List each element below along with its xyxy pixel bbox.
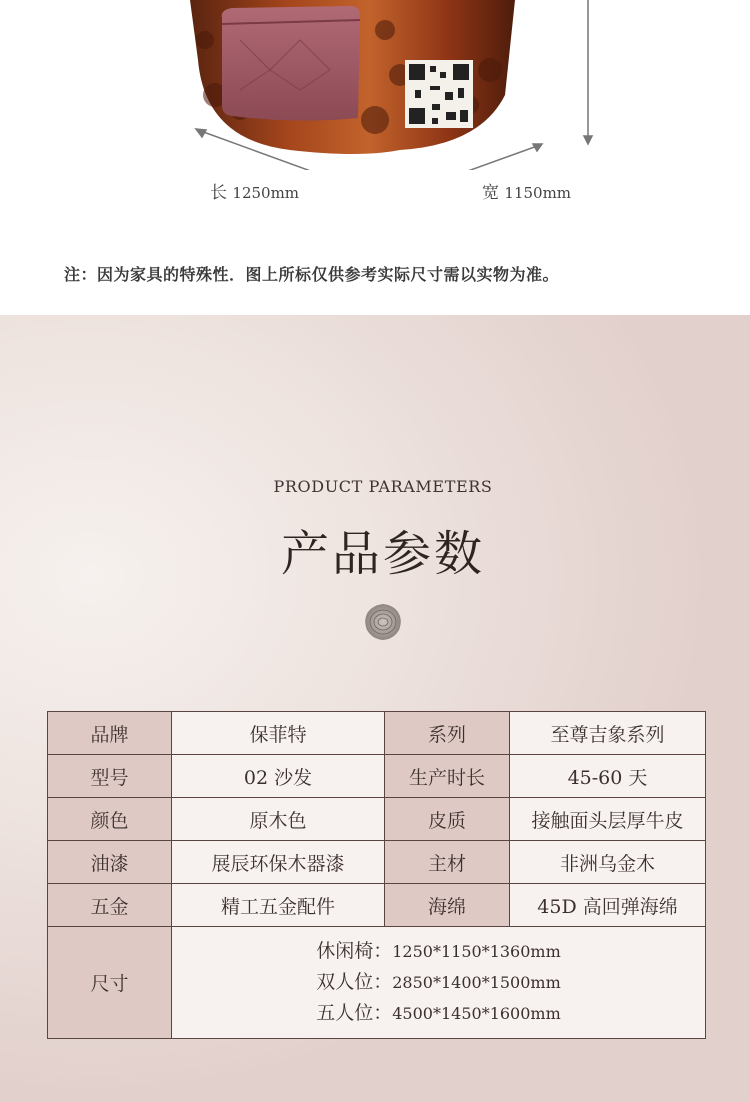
size-values (172, 927, 706, 1039)
hardware-label: 五金 (48, 884, 172, 927)
series-value: 至尊吉象系列 (510, 712, 706, 755)
size-label: 尺寸 (48, 927, 172, 1039)
color-label: 颜色 (48, 798, 172, 841)
sofa-image (0, 0, 750, 170)
wood-grain-emblem-icon (363, 602, 403, 642)
leather-label: 皮质 (385, 798, 510, 841)
brand-value: 保菲特 (172, 712, 385, 755)
width-value: 1150mm (504, 184, 572, 202)
size-line-lounge-chair: 休闲椅：1250*1150*1360mm (316, 940, 561, 962)
table-row (48, 712, 706, 755)
model-label: 型号 (48, 755, 172, 798)
model-value: 02 沙发 (172, 755, 385, 798)
table-row (48, 798, 706, 841)
sponge-label: 海绵 (385, 884, 510, 927)
main-material-label: 主材 (385, 841, 510, 884)
table-row (48, 884, 706, 927)
production-time-value: 45-60 天 (510, 755, 706, 798)
width-label: 宽 (482, 183, 499, 203)
paint-value: 展辰环保木器漆 (172, 841, 385, 884)
table-row (48, 755, 706, 798)
sponge-value: 45D 高回弹海绵 (510, 884, 706, 927)
width-dimension (482, 178, 571, 203)
parameters-table (47, 711, 706, 1039)
size-line-two-seater: 双人位：2850*1400*1500mm (316, 971, 561, 993)
hardware-value: 精工五金配件 (172, 884, 385, 927)
size-line-five-seater: 五人位：4500*1450*1600mm (316, 1002, 561, 1024)
size-disclaimer-note: 注：因为家具的特殊性．图上所标仅供参考实际尺寸需以实物为准。 (64, 265, 560, 284)
length-label: 长 (210, 183, 227, 203)
length-dimension (210, 178, 299, 203)
main-material-value: 非洲乌金木 (510, 841, 706, 884)
brand-label: 品牌 (48, 712, 172, 755)
color-value: 原木色 (172, 798, 385, 841)
series-label: 系列 (385, 712, 510, 755)
table-row (48, 927, 706, 1039)
production-time-label: 生产时长 (385, 755, 510, 798)
length-value: 1250mm (232, 184, 300, 202)
product-photo-area (0, 0, 750, 315)
section-title-en: PRODUCT PARAMETERS (273, 477, 493, 496)
product-parameters-section (0, 315, 750, 1102)
section-title-zh: 产品参数 (280, 526, 485, 582)
paint-label: 油漆 (48, 841, 172, 884)
table-row (48, 841, 706, 884)
qr-code (405, 60, 473, 128)
leather-value: 接触面头层厚牛皮 (510, 798, 706, 841)
